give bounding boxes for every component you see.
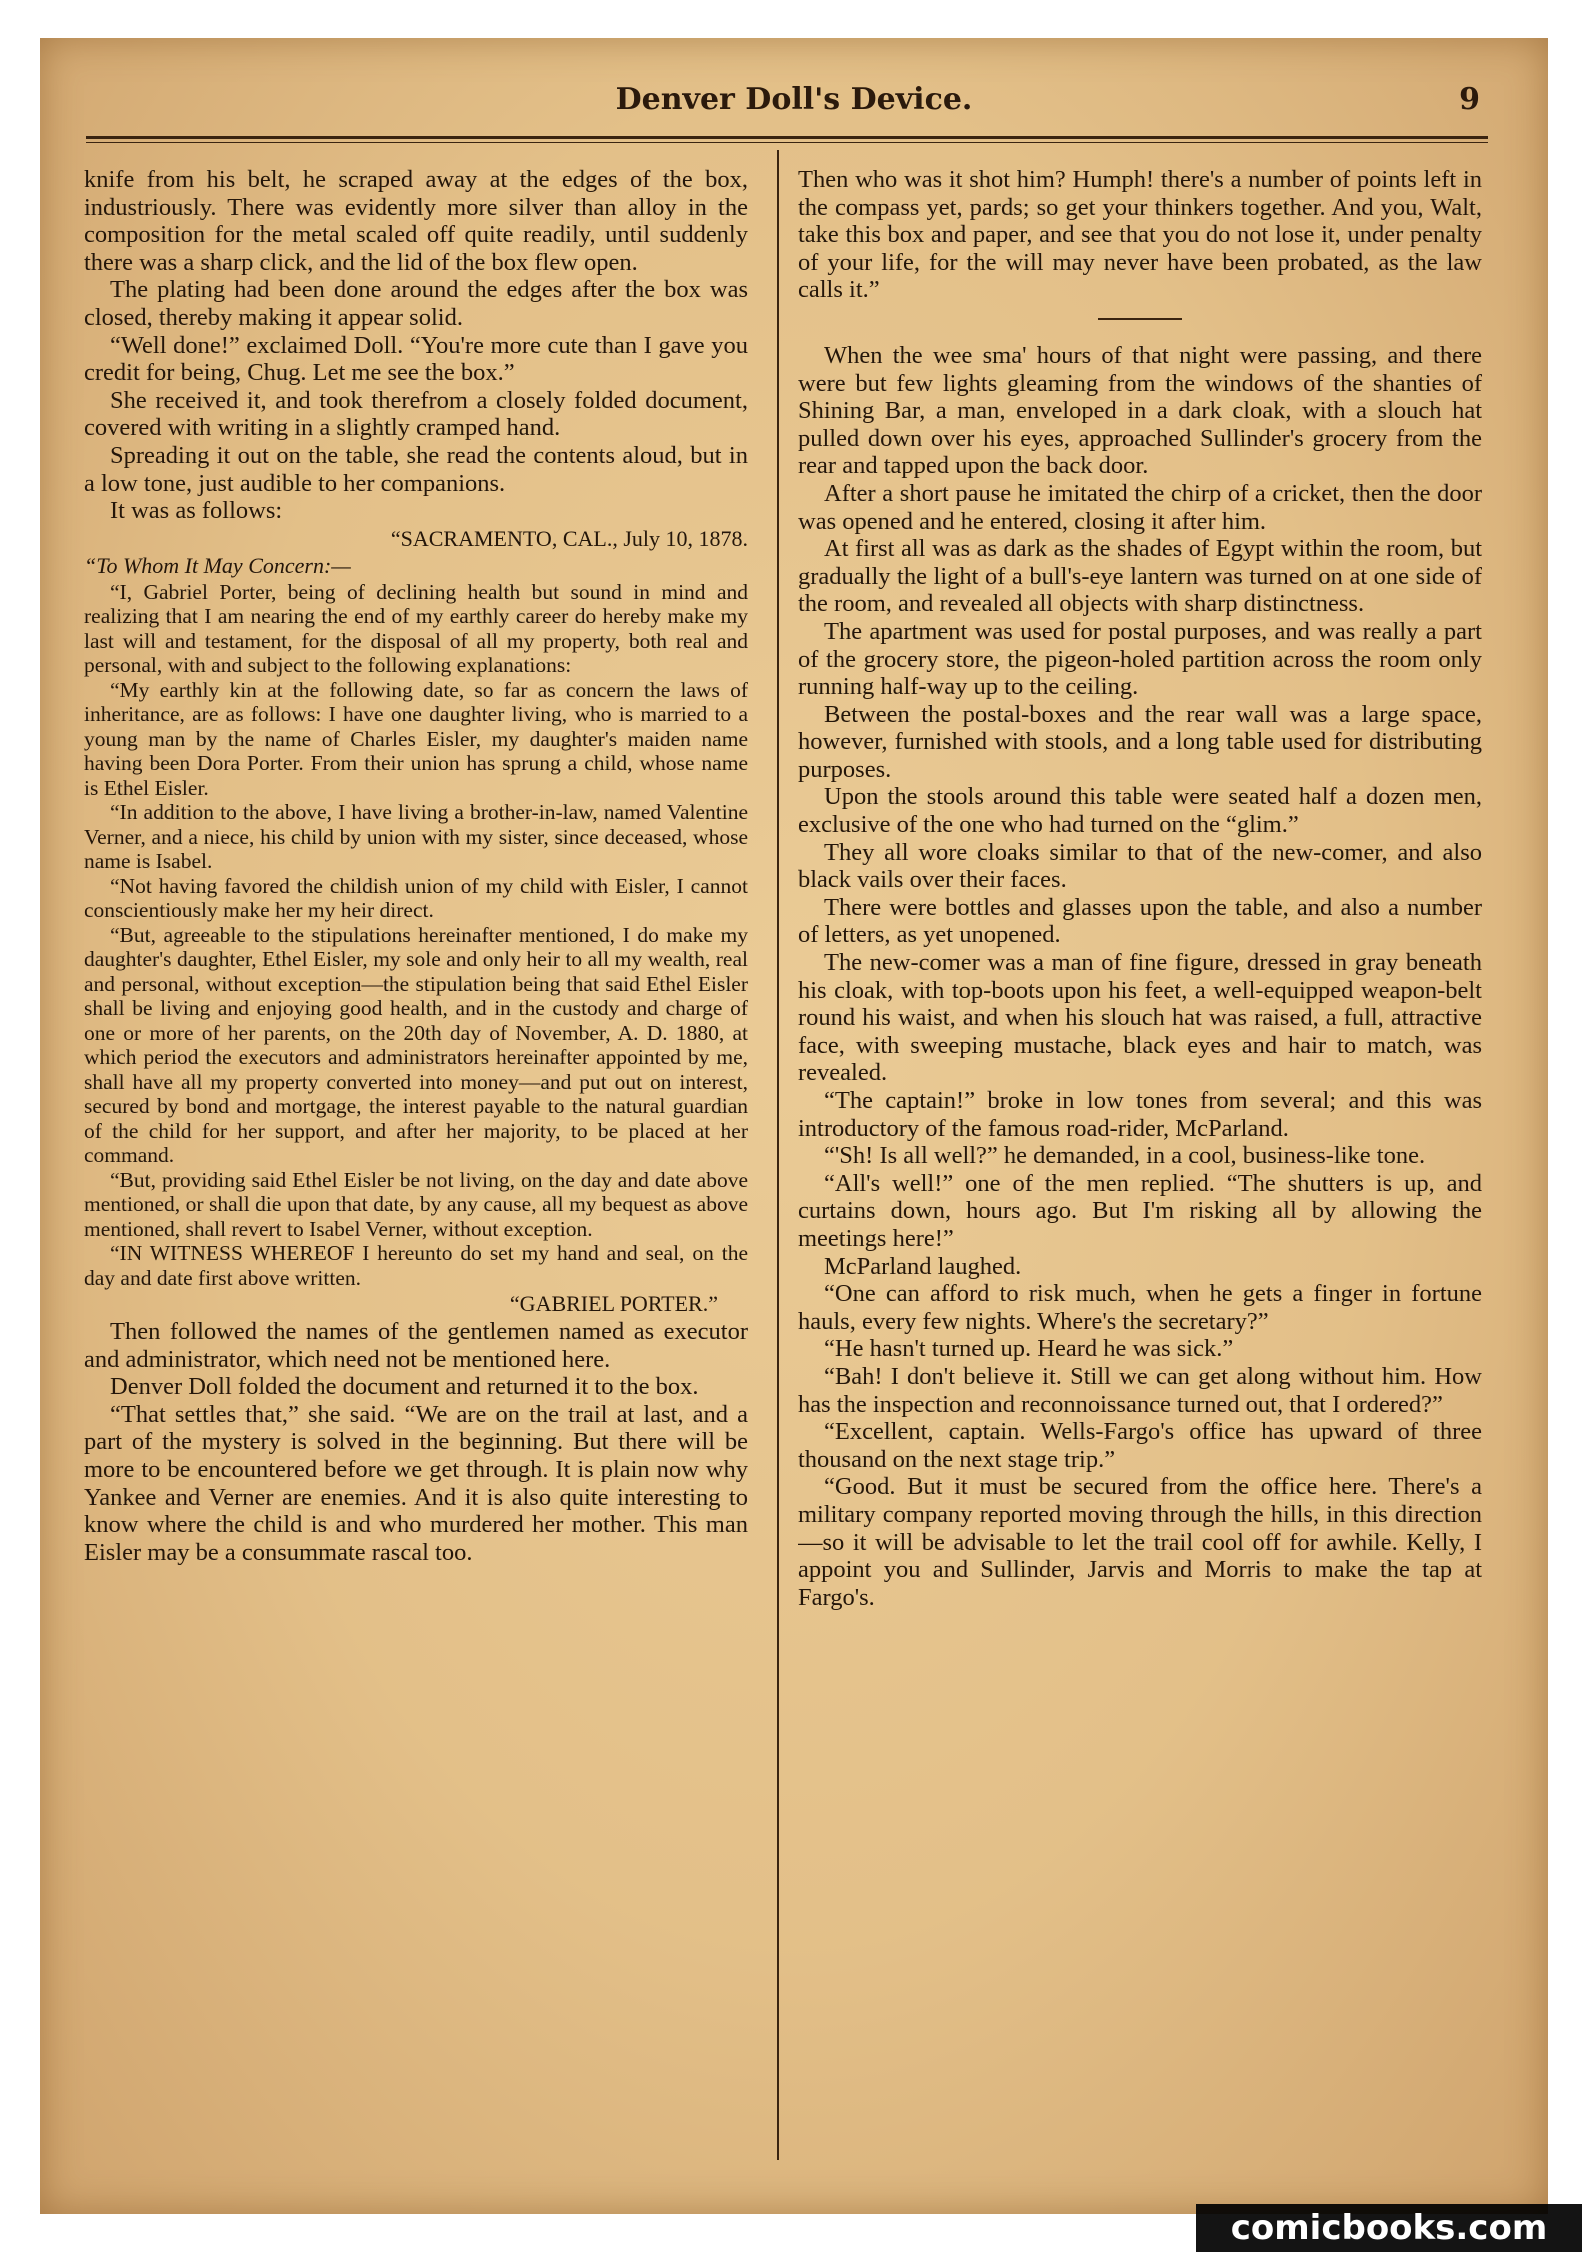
- paragraph: When the wee sma' hours of that night were passing, and there were but few lights gleaming from the windows of the shanties of Shining Bar, a man, enveloped in a dark cloak, with a slouch hat pulled down over his eyes, approached Sullinder's grocery from the rear and tapped upon the back door.: [798, 341, 1482, 480]
- left-column: [84, 166, 748, 2156]
- paragraph: At first all was as dark as the shades of Egypt within the room, but gradually the light of a bull's-eye lantern was turned on at one side of the room, and revealed all objects with sharp distinctness.: [798, 535, 1482, 618]
- paragraph: Spreading it out on the table, she read the contents aloud, but in a low tone, just audible to her companions.: [84, 441, 748, 497]
- paragraph: Upon the stools around this table were seated half a dozen men, exclusive of the one who had turned on the “glim.”: [798, 783, 1482, 839]
- paragraph: The new-comer was a man of fine figure, dressed in gray beneath his cloak, with top-boots upon his feet, a well-equipped weapon-belt round his waist, and when his slouch hat was raised, a full, attractive face, with sweeping mustache, black eyes and hair to match, was revealed.: [798, 949, 1482, 1087]
- paragraph: “All's well!” one of the men replied. “The shutters is up, and curtains down, hours ago. But I'm risking all by allowing the meetings here!”: [798, 1169, 1482, 1252]
- section-break-rule: [1098, 318, 1182, 320]
- paragraph: “He hasn't turned up. Heard he was sick.”: [824, 1335, 1234, 1363]
- right-column-bottom: [798, 342, 1482, 1611]
- paragraph: “Good. But it must be secured from the office here. There's a military company reported moving through the hills, in this direction—so it will be advisable to let the trail cool off for awhile. Kelly, I appoint you and Sullinder, Jarvis and Morris to make the tap at Fargo's.: [798, 1473, 1482, 1611]
- paragraph: “Not having favored the childish union of my child with Eisler, I cannot conscientiously make her my heir direct.: [84, 873, 748, 923]
- right-column-top: [798, 166, 1482, 304]
- paragraph: Between the postal-boxes and the rear wall was a large space, however, furnished with stools, and a long table used for distributing purposes.: [798, 700, 1482, 783]
- paragraph: “That settles that,” she said. “We are on the trail at last, and a part of the mystery is solved in the beginning. But there will be more to be encountered before we get through. It is plain now why Yankee and Verner are enemies. And it is also quite interesting to know where the child is and who murdered her mother. This man Eisler may be a consummate rascal too.: [84, 1400, 748, 1566]
- paragraph: “But, agreeable to the stipulations hereinafter mentioned, I do make my daughter's daughter, Ethel Eisler, my sole and only heir to all my wealth, real and personal, without exception—the stipulation being that said Ethel Eisler shall be living and enjoying good health, and in the custody and charge of one or more of her parents, on the 20th day of November, A. D. 1880, at which period the executors and administrators hereinafter appointed by me, shall have all my property converted into money—and put out on interest, secured by bond and mortgage, the interest payable to the natural guardian of the child for her support, and after her majority, to be placed at her command.: [84, 922, 748, 1168]
- paragraph: “But, providing said Ethel Eisler be not living, on the day and date above mentioned, or shall die upon that date, by any cause, all my bequest as above mentioned, shall revert to Isabel Verner, without exception.: [84, 1167, 748, 1241]
- magazine-page: [40, 38, 1548, 2214]
- paragraph: “To Whom It May Concern:—: [84, 553, 351, 579]
- paragraph: knife from his belt, he scraped away at the edges of the box, industriously. There was evidently more silver than alloy in the composition for the metal scaled off quite readily, until suddenly there was a sharp click, and the lid of the box flew open.: [84, 166, 748, 276]
- column-divider: [777, 150, 779, 2160]
- page-number: 9: [1459, 82, 1480, 117]
- paragraph: “GABRIEL PORTER.”: [509, 1291, 718, 1317]
- paragraph: There were bottles and glasses upon the table, and also a number of letters, as yet unopened.: [798, 893, 1482, 949]
- paragraph: “The captain!” broke in low tones from several; and this was introductory of the famous road-rider, McParland.: [798, 1087, 1482, 1142]
- watermark-logo: comicbooks.com: [1196, 2204, 1582, 2252]
- paragraph: Denver Doll folded the document and returned it to the box.: [110, 1373, 699, 1401]
- running-title: Denver Doll's Device.: [615, 82, 973, 117]
- paragraph: “I, Gabriel Porter, being of declining health but sound in mind and realizing that I am nearing the end of my earthly career do hereby make my last will and testament, for the disposal of all my property, both real and personal, with and subject to the following explanations:: [84, 579, 748, 678]
- paragraph: They all wore cloaks similar to that of the new-comer, and also black vails over their faces.: [798, 838, 1482, 894]
- paragraph: “Bah! I don't believe it. Still we can get along without him. How has the inspection and reconnoissance turned out, that I ordered?”: [798, 1362, 1482, 1418]
- paragraph: “One can afford to risk much, when he gets a finger in fortune hauls, every few nights. Where's the secretary?”: [798, 1280, 1482, 1335]
- paragraph: “IN WITNESS WHEREOF I hereunto do set my hand and seal, on the day and date first above written.: [84, 1241, 748, 1290]
- paragraph: “'Sh! Is all well?” he demanded, in a cool, business-like tone.: [824, 1142, 1426, 1170]
- header-rule: [86, 136, 1488, 139]
- paragraph: “In addition to the above, I have living a brother-in-law, named Valentine Verner, and a niece, his child by union with my sister, since deceased, whose name is Isabel.: [84, 800, 748, 874]
- page-header: [40, 82, 1548, 132]
- paragraph: Then who was it shot him? Humph! there's a number of points left in the compass yet, pards; so get your thinkers together. And you, Walt, take this box and paper, and see that you do not lose it, under penalty of your life, for the will may never have been probated, as the law calls it.”: [798, 166, 1482, 304]
- paragraph: McParland laughed.: [824, 1252, 1022, 1280]
- header-rule-thin: [86, 142, 1488, 143]
- right-column: [798, 166, 1482, 2156]
- paragraph: “Well done!” exclaimed Doll. “You're more cute than I gave you credit for being, Chug. Let me see the box.”: [84, 331, 748, 387]
- paragraph: “My earthly kin at the following date, so far as concern the laws of inheritance, are as follows: I have one daughter living, who is married to a young man by the name of Charles Eisler, my daughter's maiden name having been Dora Porter. From their union has sprung a child, whose name is Ethel Eisler.: [84, 677, 748, 800]
- paragraph: The plating had been done around the edges after the box was closed, thereby making it appear solid.: [84, 276, 748, 331]
- paragraph: The apartment was used for postal purposes, and was really a part of the grocery store, the pigeon-holed partition across the room only running half-way up to the ceiling.: [798, 617, 1482, 701]
- paragraph: Then followed the names of the gentlemen named as executor and administrator, which need not be mentioned here.: [84, 1318, 748, 1373]
- paragraph: “Excellent, captain. Wells-Fargo's office has upward of three thousand on the next stage trip.”: [798, 1418, 1482, 1473]
- paragraph: She received it, and took therefrom a closely folded document, covered with writing in a slightly cramped hand.: [84, 386, 748, 442]
- paragraph: After a short pause he imitated the chirp of a cricket, then the door was opened and he entered, closing it after him.: [798, 479, 1482, 535]
- paragraph: It was as follows:: [110, 497, 283, 525]
- paragraph: “SACRAMENTO, CAL., July 10, 1878.: [390, 525, 748, 551]
